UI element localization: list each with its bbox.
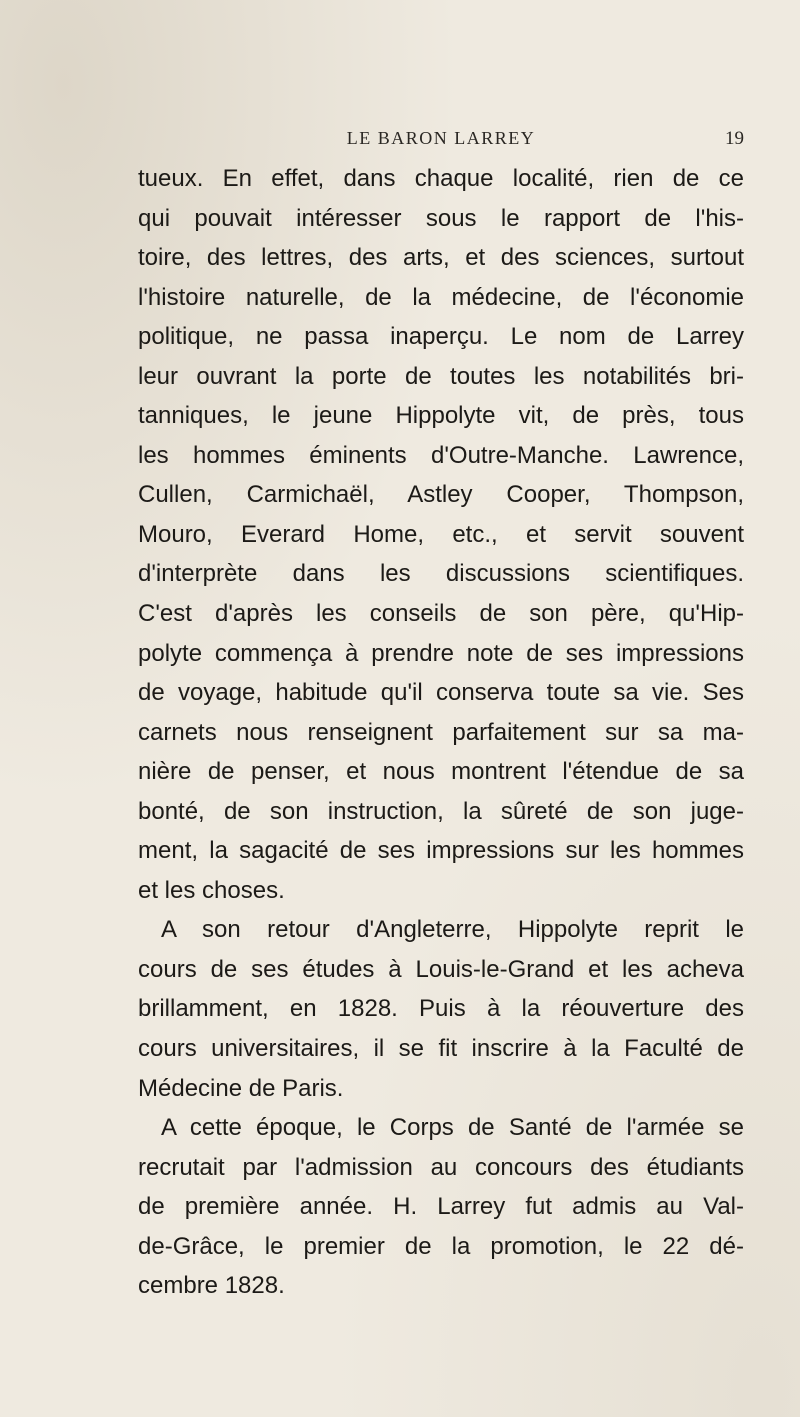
page-number: 19 xyxy=(725,128,744,149)
text-line: toire, des lettres, des arts, et des sciences, surtout xyxy=(138,244,744,272)
text-line: A son retour d'Angleterre, Hippolyte reprit le xyxy=(161,916,744,944)
text-line: Cullen, Carmichaël, Astley Cooper, Thompson, xyxy=(138,481,744,509)
text-line: et les choses. xyxy=(138,876,285,904)
running-head xyxy=(138,128,744,154)
running-title: LE BARON LARREY xyxy=(346,128,536,148)
text-line: l'histoire naturelle, de la médecine, de l'économie xyxy=(138,283,744,311)
text-line: de première année. H. Larrey fut admis au Val- xyxy=(138,1193,744,1221)
text-line: polyte commença à prendre note de ses impressions xyxy=(138,639,744,667)
text-line: recrutait par l'admission au concours des étudiants xyxy=(138,1153,744,1181)
body-text xyxy=(138,159,744,1306)
text-line: cours universitaires, il se fit inscrire à la Faculté de xyxy=(138,1035,744,1063)
text-line: carnets nous renseignent parfaitement sur sa ma- xyxy=(138,718,744,746)
text-line: tueux. En effet, dans chaque localité, rien de ce xyxy=(138,165,744,192)
text-line: de voyage, habitude qu'il conserva toute sa vie. Ses xyxy=(138,679,744,707)
text-line: qui pouvait intéresser sous le rapport de l'his- xyxy=(138,204,744,232)
text-line: leur ouvrant la porte de toutes les notabilités bri- xyxy=(138,362,744,390)
text-line: de-Grâce, le premier de la promotion, le 22 dé- xyxy=(138,1232,744,1260)
text-line: bonté, de son instruction, la sûreté de son juge- xyxy=(138,797,744,825)
text-line: ment, la sagacité de ses impressions sur les hommes xyxy=(138,837,744,865)
text-line: cours de ses études à Louis-le-Grand et les acheva xyxy=(138,955,744,983)
text-line: Médecine de Paris. xyxy=(138,1074,344,1102)
text-line: politique, ne passa inaperçu. Le nom de Larrey xyxy=(138,323,744,351)
text-line: Mouro, Everard Home, etc., et servit souvent xyxy=(138,520,744,548)
text-line: d'interprète dans les discussions scientifiques. xyxy=(138,560,744,588)
text-line: brillamment, en 1828. Puis à la réouverture des xyxy=(138,995,744,1023)
text-line: cembre 1828. xyxy=(138,1272,285,1300)
text-line: A cette époque, le Corps de Santé de l'armée se xyxy=(161,1114,744,1142)
text-line: tanniques, le jeune Hippolyte vit, de près, tous xyxy=(138,402,744,430)
text-line: nière de penser, et nous montrent l'étendue de sa xyxy=(138,758,744,786)
text-line: C'est d'après les conseils de son père, qu'Hip- xyxy=(138,600,744,628)
text-line: les hommes éminents d'Outre-Manche. Lawrence, xyxy=(138,441,744,469)
